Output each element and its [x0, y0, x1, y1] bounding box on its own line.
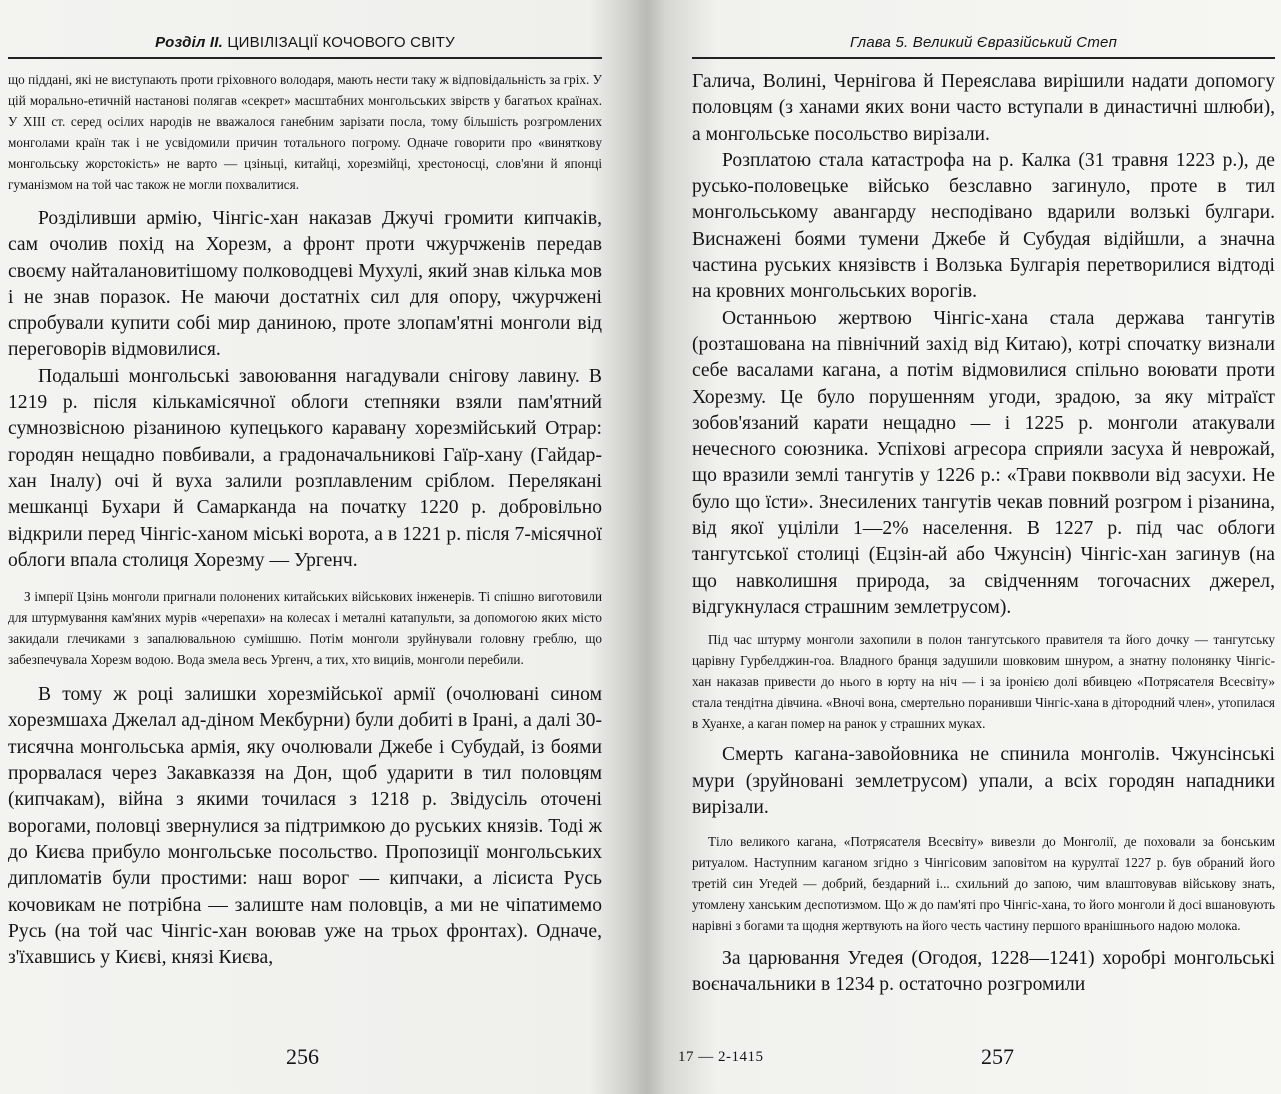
running-head-left: [8, 34, 602, 59]
body-paragraph: Смерть кагана-завойовника не спинила монголів. Чжунсінські мури (зруйновані землетрусом) упали, а всіх городян нападники вирізали.: [692, 744, 1275, 818]
body-paragraph: Розділивши армію, Чінгіс-хан наказав Джучі громити кипчаків, сам очолив похід на Хорезм, а фронт проти чжурчженів передав своєму найталановитішому полководцеві Мухулі, який знав кілька мов і не знав поразок. Не маючи достатніх сил для опору, чжурчжені спробували купити собі мир даниною, проте злопам'ятні монголи від переговорів відмовилися.: [8, 208, 602, 361]
page-number: 256: [286, 1044, 319, 1069]
body-paragraph: За царювання Угедея (Огодоя, 1228—1241) хоробрі монгольські воєначальники в 1234 р. остаточно розгромили: [692, 948, 1275, 996]
body-paragraph: Останньою жертвою Чінгіс-хана стала держава тангутів (розташована на північний захід від Китаю), котрі спочатку визнали себе васалами кагана, а потім відмовилися спільно воювати проти Хорезму. Це було порушенням угоди, зрадою, за яку мітраїст зобов'язаний карати нещадно — і 1225 р. монголи атакували нечесного союзника. Успіхові агресора сприяли засуха й неврожай, що вразили землі тангутів у 1226 р.: «Трави поквволи від засухи. Не було що їсти». Знесилених тангутів чекав повний розгром і різанина, від якої уціліли 1—2% населення. В 1227 р. під час облоги тангутської столиці (Ецзін-ай або Чжунсін) Чінгіс-хан загинув (на що навколишня природа, за свідченням тогочасних джерел, відгукнулася страшним землетрусом).: [692, 307, 1275, 618]
printer-signature: 17 — 2-1415: [678, 1049, 764, 1065]
running-head-right: Глава 5. Великий Євразійський Степ: [692, 34, 1275, 59]
aside-block: Під час штурму монголи захопили в полон тангутського правителя та його дочку — тангутську царівну Гурбелджин-гоа. Владного бранця задушили шовковим шнуром, а знатну полонянку Чінгіс-хан наказав привести до нього в юрту на ніч — і за іронією долі вбивцею «Потрясателя Всесвіту» стала тендітна дівчина. «Вночі вона, смертельно поранивши Чінгіс-хана в дітородний член», утопилася в Хуанхе, а каган помер на ранок у страшних муках.: [692, 632, 1275, 732]
body-paragraph: Подальші монгольські завоювання нагадували снігову лавину. В 1219 р. після кількамісячної облоги степняки взяли пам'ятний сумнозвісною різаниною купецького каравану хорезмійський Отрар: городян нещадно повбивали, а градоначальникові Гаїр-хану (Гайдар-хан Іналу) очі й вуха залили розплавленим сріблом. Переляканi мешканцi Бухари й Самарканда на початку 1220 р. добровільно відкрили перед Чінгіс-ханом міські ворота, а в 1221 р. після 7-місячної облоги впала столиця Хорезму — Ургенч.: [8, 365, 602, 571]
aside-block: Тіло великого кагана, «Потрясателя Всесвіту» вивезли до Монголії, де поховали за бонським ритуалом. Наступним каганом згідно з Чінгісовим заповітом на курултаї 1227 р. був обраний його третій син Угедей — добрий, бездарний і... схильний до запою, чим влаштовував військову знать, утомлену ханським деспотизмом. Що ж до пам'яті про Чінгіс-хана, то його монголи й досі вшановують нарівні з богами та щодня жертвують на його честь частину першого вранішнього надою молока.: [692, 834, 1275, 934]
running-head-title: ЦИВІЛІЗАЦІЇ КОЧОВОГО СВІТУ: [227, 34, 455, 51]
body-paragraph: В тому ж році залишки хорезмійської армії (очолювані сином хорезмшаха Джелал ад-діном Мекбурни) були добиті в Ірані, а далі 30-тисячна монгольська армія, яку очолювали Джебе і Субудай, із боями прорвалася через Закавказзя на Дон, щоб ударити в тил половцям (кипчакам), війна з якими точилася з 1218 р. Звідусіль оточені ворогами, половці звернулися за підтримкою до руських князів. Тоді ж до Києва прибуло монгольське посольство. Пропозиції монгольських дипломатів були простими: наш ворог — кипчаки, а лісиста Русь кочовикам не потрібна — залиште нам половців, а ми не чіпатимемо Русь (на той час Чінгіс-хан воював уже на трьох фронтах). Одначе, з'їхавшись у Києві, князі Києва,: [8, 684, 602, 969]
running-head-part: Розділ II.: [155, 34, 223, 51]
aside-block: З імперії Цзінь монголи пригнали полонених китайських військових інженерів. Ті спішно виготовили для штурмування кам'яних мурів «черепахи» на колесах і металні катапульти, за допомогою яких місто закидали глечиками з запалювальною сумішшю. Потім монголи зруйнували головну греблю, що забезпечувала Хорезм водою. Вода змела весь Ургенч, а тих, хто вициів, монголи перебили.: [8, 589, 602, 668]
page-number: 257: [981, 1044, 1014, 1069]
left-page: [0, 0, 624, 1094]
body-paragraph: Розплатою стала катастрофа на р. Калка (31 травня 1223 р.), де русько-половецьке військо безславно загинуло, проте в тил монгольському авангарду несподівано вдарили волзькі булгари. Виснажені боями тумени Джебе й Субудая відійшли, а значна частина руських князівств і Волзька Булгарія перетворилися відтоді на кровних монгольських ворогів.: [692, 149, 1275, 303]
aside-block: що піддані, які не виступають проти гріховного володаря, мають нести таку ж відповідальність за гріх. У цій морально-етичній настанові полягав «секрет» масштабних монгольських звірств у багатьох країнах. У XIII ст. серед осілих народів не вважалося ганебним зарізати посла, тому більшість розгромлених монголами країн так і не усвідомили причин тотального погрому. Одначе говорити про «винятковy монгольську жорстокість» не варто — цзіньці, китайці, хорезмійці, хрестоносці, слов'яни й японці гуманізмом на той час також не могли похвалитися.: [8, 72, 602, 192]
body-paragraph: Галича, Волині, Чернігова й Переяслава вирішили надати допомогу половцям (з ханами яких вони часто вступали в династичні шлюби), а монгольське посольство вирізали.: [692, 71, 1275, 145]
right-page: [648, 0, 1281, 1094]
